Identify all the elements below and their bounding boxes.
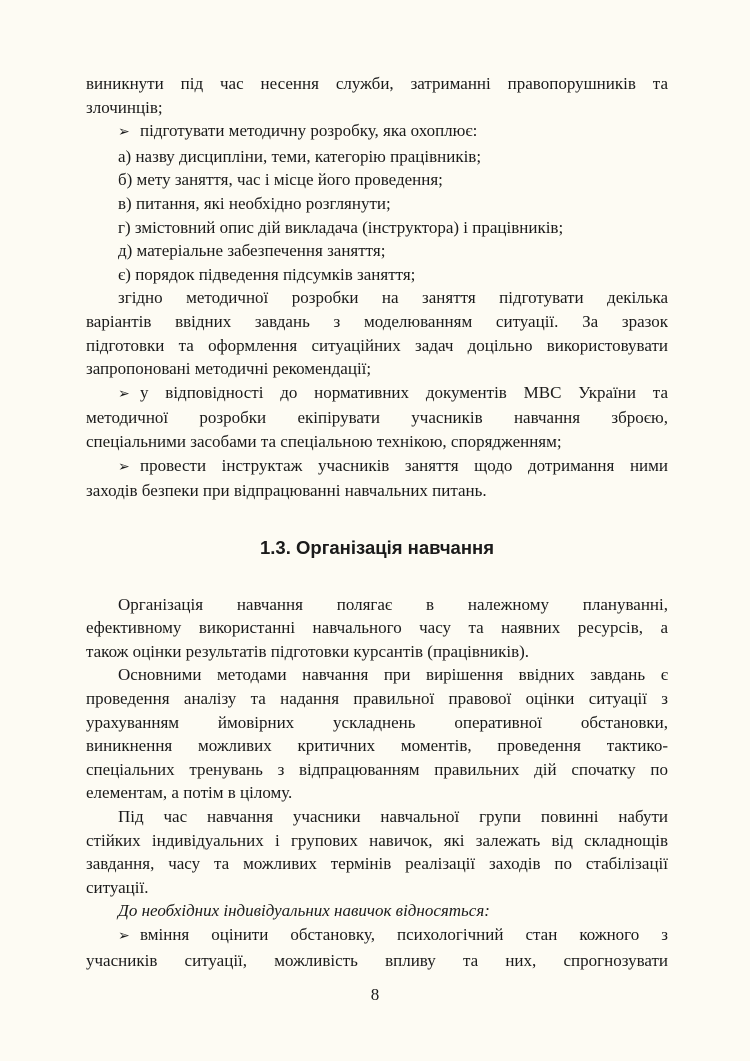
text-line: також оцінки результатів підготовки курсантів (працівників).: [86, 641, 530, 661]
list-item: г) змістовний опис дій викладача (інструктора) і працівників;: [118, 217, 564, 237]
bullet-item: [86, 454, 668, 480]
list-item: є) порядок підведення підсумків заняття;: [118, 264, 416, 284]
text-line: завдання, часу та можливих термінів реалізації заходів по стабілізації: [86, 854, 668, 874]
section-heading: 1.3. Організація навчання: [260, 536, 494, 558]
text-line: елементам, а потім в цілому.: [86, 783, 293, 803]
list-item: а) назву дисципліни, теми, категорію працівників;: [118, 146, 482, 166]
text-line: методичної розробки екіпірувати учасників навчання зброєю,: [86, 408, 668, 428]
list-item: б) мету заняття, час і місце його проведення;: [118, 170, 443, 190]
text-line: у відповідності до нормативних документів МВС України та: [140, 382, 668, 402]
arrow-bullet-icon: ➢: [118, 458, 130, 475]
text-line: До необхідних індивідуальних навичок відносяться:: [118, 901, 490, 921]
arrow-bullet-icon: ➢: [118, 385, 130, 402]
text-line: спеціальних тренувань з відпрацюванням правильних дій спочатку по: [86, 759, 668, 779]
text-line: злочинців;: [86, 97, 163, 117]
text-line: вміння оцінити обстановку, психологічний стан кожного з: [140, 925, 668, 944]
arrow-bullet-icon: ➢: [118, 928, 130, 944]
text-line: згідно методичної розробки на заняття підготувати декілька: [118, 288, 668, 308]
text-line: урахуванням ймовірних ускладнень оперативної обстановки,: [86, 712, 668, 732]
page-body: [86, 72, 668, 972]
bullet-item: [86, 119, 668, 145]
text-line: підготовки та оформлення ситуаційних задач доцільно використовувати: [86, 335, 668, 355]
text-line: варіантів ввідних завдань з моделюванням ситуації. За зразок: [86, 311, 668, 331]
text-line: виникнення можливих критичних моментів, проведення тактико-: [86, 736, 668, 756]
text-line: заходів безпеки при відпрацюванні навчальних питань.: [86, 481, 487, 501]
arrow-bullet-icon: ➢: [118, 124, 130, 141]
text-line: Під час навчання учасники навчальної групи повинні набути: [118, 807, 668, 827]
bullet-item: [86, 381, 668, 407]
text-line: запропоновані методичні рекомендації;: [86, 359, 372, 379]
text-line: спеціальними засобами та спеціальною технікою, спорядженням;: [86, 431, 562, 451]
text-line: ефективному використанні навчального часу та наявних ресурсів, а: [86, 618, 668, 638]
text-line: виникнути під час несення служби, затриманні правопорушників та: [86, 74, 668, 93]
text-line: Організація навчання полягає в належному плануванні,: [118, 594, 668, 614]
list-item: д) матеріальне забезпечення заняття;: [118, 241, 386, 261]
text-line: Основними методами навчання при вирішення ввідних завдань є: [118, 665, 668, 685]
page-number: 8: [370, 985, 380, 1004]
text-line: підготувати методичну розробку, яка охоплює:: [140, 121, 478, 141]
list-item: в) питання, які необхідно розглянути;: [118, 193, 391, 213]
text-line: проведення аналізу та надання правильної правової оцінки ситуації з: [86, 689, 668, 709]
text-line: ситуації.: [86, 877, 149, 897]
text-line: провести інструктаж учасників заняття щодо дотримання ними: [140, 455, 668, 475]
text-line: стійких індивідуальних і групових навичок, які залежать від складнощів: [86, 830, 668, 850]
text-line: учасників ситуації, можливість впливу та них, спрогнозувати: [86, 950, 668, 970]
bullet-item: [86, 923, 668, 949]
